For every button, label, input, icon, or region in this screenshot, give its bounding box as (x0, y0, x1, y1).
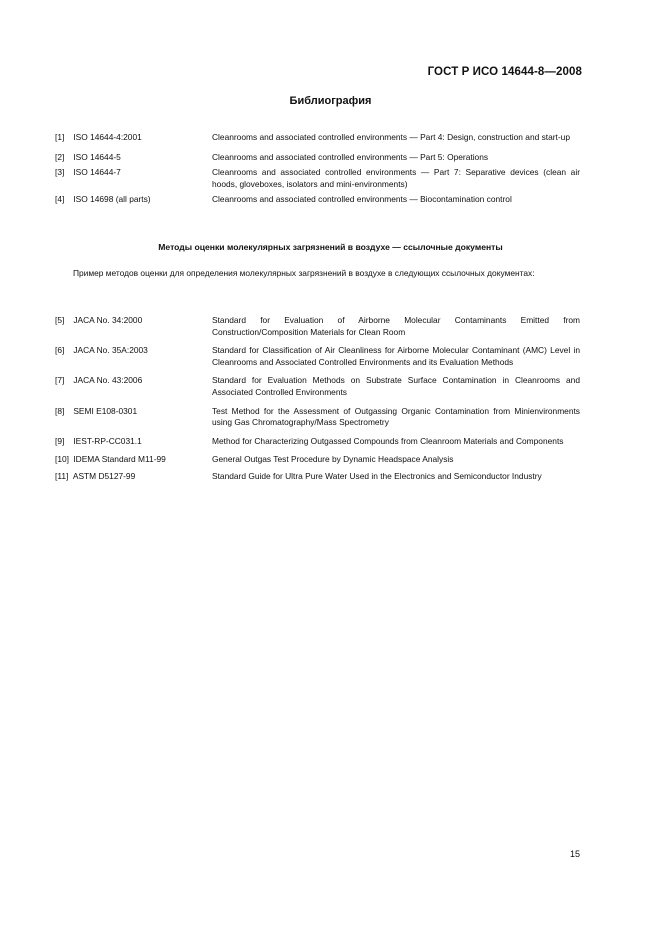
ref-code: IEST-RP-CC031.1 (73, 435, 142, 446)
ref-title: Method for Characterizing Outgassed Compounds from Cleanroom Materials and Components (212, 435, 564, 446)
methods-item (55, 315, 580, 338)
ref-number: [5] (55, 315, 65, 325)
bibliography-item (55, 132, 580, 144)
bibliography-item (55, 152, 580, 164)
ref-number: [10] (55, 454, 69, 465)
ref-number: [6] (55, 345, 65, 356)
ref-title: Standard for Classification of Air Cleanliness for Airborne Molecular Contaminant (AMC) Level in Cleanrooms and Associated Controlled Environments and its Evaluation Methods (212, 345, 580, 367)
ref-code: ISO 14644-7 (73, 167, 121, 178)
ref-title: General Outgas Test Procedure by Dynamic Headspace Analysis (212, 454, 454, 465)
ref-code: SEMI E108-0301 (73, 405, 138, 416)
methods-reference-list (55, 315, 580, 483)
methods-item (55, 454, 580, 466)
document-standard-id: ГОСТ Р ИСО 14644-8—2008 (427, 66, 582, 78)
ref-title: Standard Guide for Ultra Pure Water Used in the Electronics and Semiconductor Industry (212, 470, 542, 481)
bibliography-list (55, 132, 580, 206)
methods-item (55, 345, 580, 368)
ref-code: JACA No. 35A:2003 (73, 345, 148, 356)
methods-item (55, 406, 580, 429)
ref-code: ASTM D5127-99 (72, 470, 136, 481)
bibliography-item (55, 194, 580, 206)
ref-title: Cleanrooms and associated controlled environments — Part 7: Separative devices (clean air hoods, gloveboxes, isolators and mini-environments) (212, 167, 580, 189)
ref-number: [11] (55, 470, 69, 481)
ref-title: Standard for Evaluation of Airborne Molecular Contaminants Emitted from Construction/Composition Materials for Clean Room (212, 315, 580, 337)
page-number: 15 (569, 849, 580, 859)
ref-code: ISO 14644-5 (73, 151, 121, 162)
bibliography-item (55, 167, 580, 190)
ref-title: Standard for Evaluation Methods on Substrate Surface Contamination in Cleanrooms and Associated Controlled Environments (212, 375, 580, 397)
ref-title: Test Method for the Assessment of Outgassing Organic Contamination from Minienvironments using Gas Chromatography/Mass Spectrometry (212, 405, 580, 428)
ref-number: [3] (55, 167, 65, 178)
methods-item (55, 436, 580, 448)
ref-number: [4] (55, 194, 65, 205)
ref-number: [1] (55, 132, 65, 142)
ref-number: [2] (55, 151, 65, 162)
ref-code: JACA No. 34:2000 (73, 315, 143, 325)
methods-intro-paragraph: Пример методов оценки для определения молекулярных загрязнений в воздухе в следующих ссылочных документах: (73, 268, 535, 278)
ref-title: Cleanrooms and associated controlled environments — Part 5: Operations (212, 151, 489, 162)
ref-code: ISO 14644-4:2001 (73, 132, 142, 142)
ref-number: [8] (55, 405, 65, 416)
ref-title: Cleanrooms and associated controlled environments — Part 4: Design, construction and start-up (212, 132, 570, 142)
ref-code: JACA No. 43:2006 (73, 375, 143, 386)
ref-number: [7] (55, 375, 65, 386)
ref-title: Cleanrooms and associated controlled environments — Biocontamination control (212, 194, 512, 205)
methods-item (55, 375, 580, 398)
methods-item (55, 471, 580, 483)
ref-number: [9] (55, 435, 65, 446)
bibliography-title: Библиография (289, 95, 372, 107)
ref-code: ISO 14698 (all parts) (73, 194, 151, 205)
ref-code: IDEMA Standard M11-99 (73, 454, 166, 465)
methods-section-title: Методы оценки молекулярных загрязнений в воздухе — ссылочные документы (158, 242, 503, 252)
